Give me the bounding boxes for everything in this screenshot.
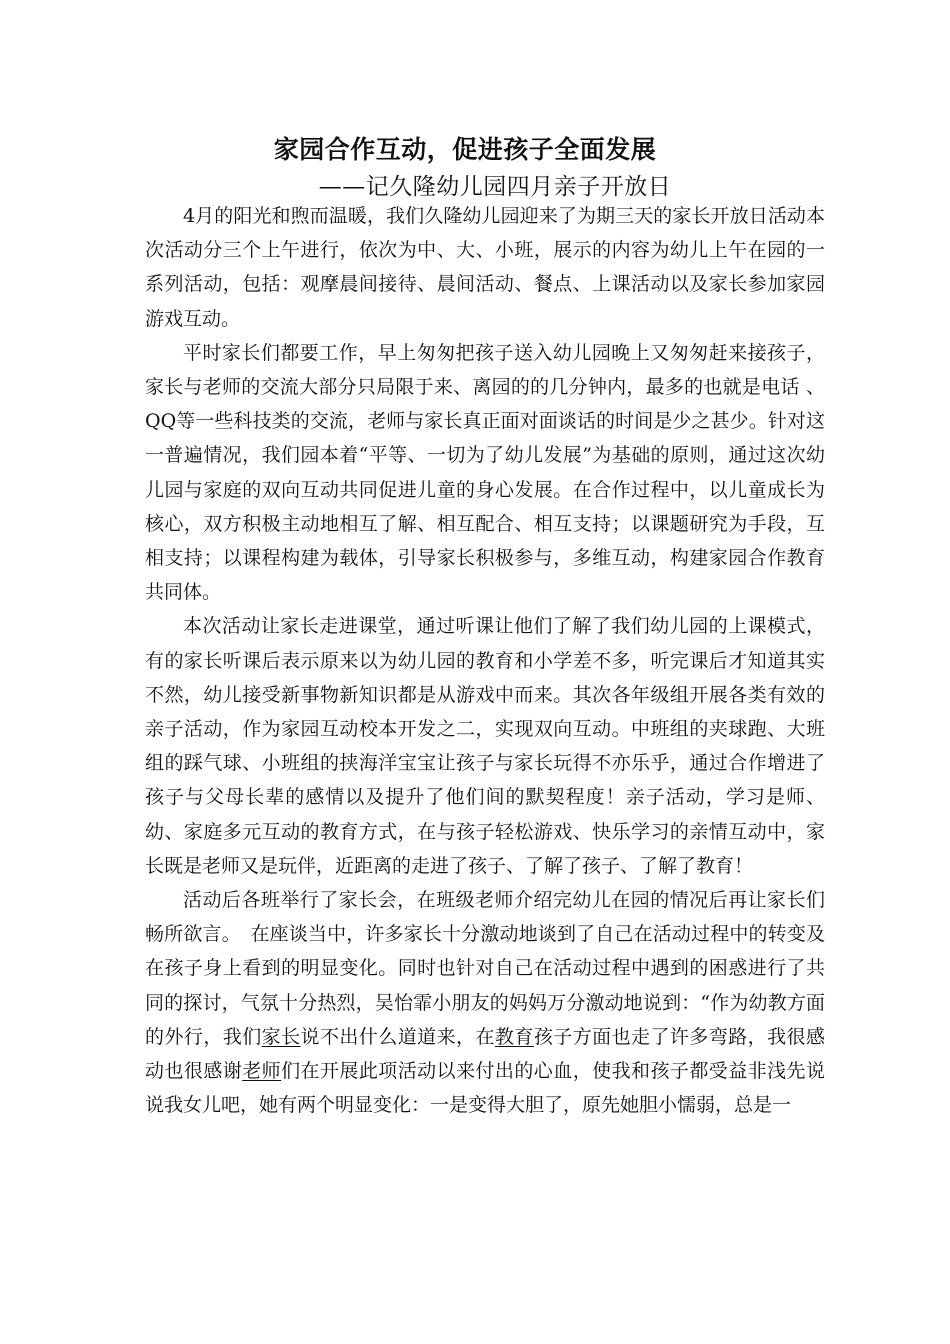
paragraph-3-text: 本次活动让家长走进课堂，通过听课让他们了解了我们幼儿园的上课模式，有的家长听课后表示原来以为幼儿园的教育和小学差不多，听完课后才知道其实不然，幼儿接受新事物新知识都是从游戏中而来。其次各年级组开展各类有效的亲子活动，作为家园互动校本开发之二，实现双向互动。中班组的夹球跑、大班组的踩气球、小班组的挟海洋宝宝让孩子与家长玩得不亦乐乎，通过合作增进了孩子与父母长辈的感情以及提升了他们间的默契程度！亲子活动，学习是师、幼、家庭多元互动的教育方式，在与孩子轻松游戏、快乐学习的亲情互动中，家长既是老师又是玩伴，近距离的走进了孩子、了解了孩子、了解了教育！: [145, 615, 825, 877]
underlined-term-parents: 家长: [261, 1025, 301, 1048]
underlined-term-education: 教育: [494, 1025, 534, 1048]
paragraph-4-text-c: 孩子方面也走了许多弯路，我很感动也很感谢: [145, 1025, 825, 1083]
paragraph-4-text-b: 说不出什么道道来，在: [300, 1025, 495, 1048]
document-body: [145, 199, 825, 1122]
paragraph-2: [145, 336, 825, 610]
paragraph-1: [145, 199, 825, 336]
paragraph-1-text: 4月的阳光和煦而温暖，我们久隆幼儿园迎来了为期三天的家长开放日活动本次活动分三个上午进行，依次为中、大、小班，展示的内容为幼儿上午在园的一系列活动，包括：观摩晨间接待、晨间活动、餐点、上课活动以及家长参加家园游戏互动。: [145, 205, 825, 330]
paragraph-4-text-a: 活动后各班举行了家长会，在班级老师介绍完幼儿在园的情况后再让家长们畅所欲言。 在座谈当中，许多家长十分激动地谈到了自己在活动过程中的转变及在孩子身上看到的明显变化。同时也针对自己在活动过程中遇到的困惑进行了共同的探讨，气氛十分热烈，吴怡霏小朋友的妈妈万分激动地说到：“作为幼教方面的外行，我们: [145, 889, 825, 1048]
paragraph-2-text: 平时家长们都要工作，早上匆匆把孩子送入幼儿园晚上又匆匆赶来接孩子，家长与老师的交流大部分只局限于来、离园的的几分钟内，最多的也就是电话 、QQ等一些科技类的交流，老师与家长真正面对面谈话的时间是少之甚少。针对这一普遍情况，我们园本着“平等、一切为了幼儿发展”为基础的原则，通过这次幼儿园与家庭的双向互动共同促进儿童的身心发展。在合作过程中，以儿童成长为核心，双方积极主动地相互了解、相互配合、相互支持；以课题研究为手段，互相支持；以课程构建为载体，引导家长积极参与，多维互动，构建家园合作教育共同体。: [145, 341, 825, 604]
document-title: 家园合作互动，促进孩子全面发展: [273, 135, 657, 164]
underlined-term-teachers: 老师: [242, 1060, 282, 1083]
paragraph-4: [145, 883, 825, 1122]
paragraph-3: [145, 609, 825, 883]
document-subtitle: ——记久隆幼儿园四月亲子开放日: [318, 174, 672, 200]
paragraph-4-text-d: 们在开展此项活动以来付出的心血，使我和孩子都受益非浅先说说我女儿吧，她有两个明显变化：一是变得大胆了，原先她胆小懦弱，总是一: [145, 1060, 825, 1117]
